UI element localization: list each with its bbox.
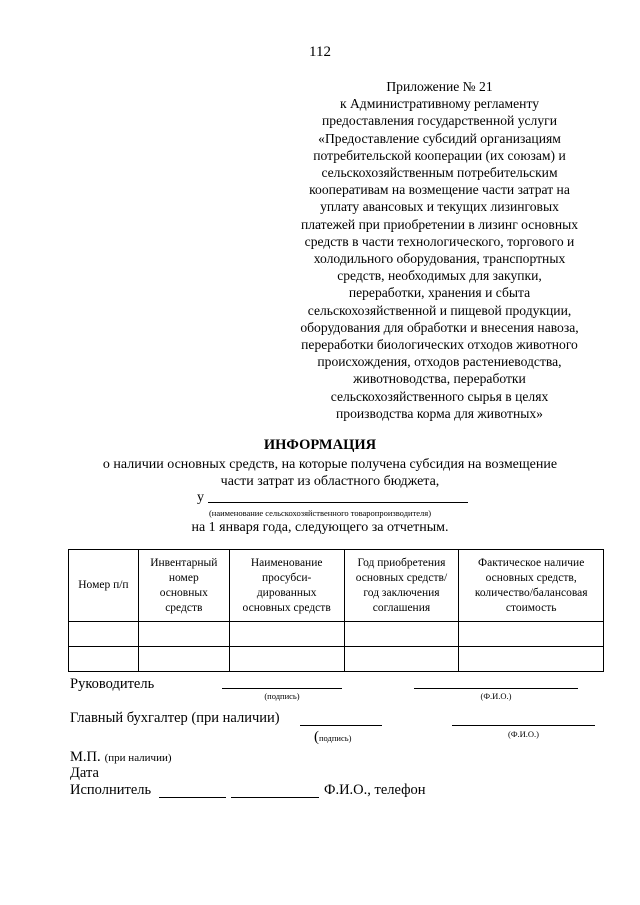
table-cell[interactable] <box>344 622 459 647</box>
appendix-line: Приложение № 21 <box>386 79 493 94</box>
appendix-line: сельскохозяйственного сырья в целях <box>330 388 549 404</box>
table-cell[interactable] <box>69 647 139 672</box>
stamp-note: (при наличии) <box>104 752 172 764</box>
appendix-line: переработки, хранения и сбыта <box>348 285 531 301</box>
accountant-fio-field[interactable] <box>452 725 595 726</box>
appendix-line: животноводства, переработки <box>353 371 526 387</box>
executor-label: Исполнитель <box>70 782 152 798</box>
header-text: Номер п/п <box>78 579 129 591</box>
head-fio-field[interactable] <box>414 688 578 689</box>
column-header-number <box>69 550 139 622</box>
table-cell[interactable] <box>344 647 459 672</box>
table-cell[interactable] <box>69 622 139 647</box>
appendix-line: сельскохозяйственным потребительским <box>321 165 558 181</box>
stamp-label: М.П. <box>70 749 101 765</box>
table-cell[interactable] <box>138 647 229 672</box>
producer-name-line <box>197 490 204 506</box>
head-fio-caption: (Ф.И.О.) <box>480 691 512 701</box>
header-text: основных средств, <box>485 571 577 584</box>
appendix-line: уплату авансовых и текущих лизинговых <box>320 199 559 215</box>
appendix-line: средств в части технологического, торгового и <box>304 233 575 249</box>
appendix-line: происхождения, отходов растениеводства, <box>317 354 562 370</box>
head-signature-caption: (подпись) <box>264 691 300 701</box>
executor-field-1[interactable] <box>159 797 226 798</box>
header-text: год заключения <box>363 586 440 599</box>
table-cell[interactable] <box>459 622 604 647</box>
header-text: номер <box>168 571 199 584</box>
executor-suffix: Ф.И.О., телефон <box>324 782 426 798</box>
appendix-line: потребительской кооперации (их союзам) и <box>313 147 566 163</box>
header-text: средств <box>165 601 203 614</box>
subtitle-line: части затрат из областного бюджета, <box>220 474 440 489</box>
header-text: дированных <box>256 586 317 599</box>
executor-field-2[interactable] <box>231 797 319 798</box>
producer-prefix: у <box>197 490 204 505</box>
header-text: стоимость <box>505 601 557 614</box>
appendix-line: сельскохозяйственной и пищевой продукции, <box>307 302 572 318</box>
document-title: ИНФОРМАЦИЯ <box>263 437 377 453</box>
head-signature-field[interactable] <box>222 688 342 689</box>
fixed-assets-table <box>68 549 604 672</box>
stamp-line <box>70 748 172 766</box>
header-text: соглашения <box>372 601 431 614</box>
column-header-asset-name <box>229 550 344 622</box>
header-text: основных средств/ <box>355 571 448 584</box>
table-row <box>69 622 604 647</box>
accountant-label: Главный бухгалтер (при наличии) <box>70 710 280 726</box>
table-header-row <box>69 550 604 622</box>
header-text: Год приобретения <box>357 556 446 569</box>
appendix-line: платежей при приобретении в лизинг основных <box>300 216 579 232</box>
header-text: основных <box>159 586 208 599</box>
accountant-signature-caption: подпись) <box>319 733 352 743</box>
table-cell[interactable] <box>229 622 344 647</box>
appendix-line: средств, необходимых для закупки, <box>337 268 542 284</box>
appendix-line: переработки биологических отходов животного <box>301 337 578 353</box>
table-cell[interactable] <box>138 622 229 647</box>
header-text: количество/балансовая <box>474 586 588 599</box>
page-number: 112 <box>309 44 331 60</box>
header-text: основных средств <box>242 601 331 614</box>
appendix-line: кооперативам на возмещение части затрат на <box>309 182 570 198</box>
producer-name-caption: (наименование сельскохозяйственного товаропроизводителя) <box>208 508 432 518</box>
appendix-line: предоставления государственной услуги <box>322 113 557 129</box>
appendix-line: «Предоставление субсидий организациям <box>318 130 561 146</box>
accountant-signature-caption-group <box>314 728 351 746</box>
accountant-signature-field[interactable] <box>300 725 382 726</box>
header-text: Фактическое наличие <box>478 556 585 569</box>
appendix-line: холодильного оборудования, транспортных <box>313 251 566 267</box>
appendix-line: оборудования для обработки и внесения навоза, <box>300 319 579 335</box>
table-row <box>69 647 604 672</box>
producer-name-field[interactable] <box>208 490 468 503</box>
table-cell[interactable] <box>229 647 344 672</box>
date-label: Дата <box>70 765 99 781</box>
column-header-actual-availability <box>459 550 604 622</box>
header-text: просубси- <box>261 571 312 584</box>
column-header-inventory-number <box>138 550 229 622</box>
header-text: Наименование <box>250 556 323 569</box>
header-text: Инвентарный <box>150 556 218 569</box>
accountant-paren: ( <box>314 729 319 745</box>
column-header-acquisition-year <box>344 550 459 622</box>
subtitle-line: о наличии основных средств, на которые получена субсидия на возмещение <box>102 457 558 472</box>
appendix-line: производства корма для животных» <box>336 405 543 421</box>
appendix-line: к Административному регламенту <box>339 96 540 112</box>
accountant-fio-caption: (Ф.И.О.) <box>507 729 540 739</box>
appendix-header <box>272 78 607 422</box>
reporting-date-line: на 1 января года, следующего за отчетным. <box>191 520 449 535</box>
table-cell[interactable] <box>459 647 604 672</box>
head-label: Руководитель <box>70 676 155 692</box>
document-subtitle <box>60 456 600 490</box>
